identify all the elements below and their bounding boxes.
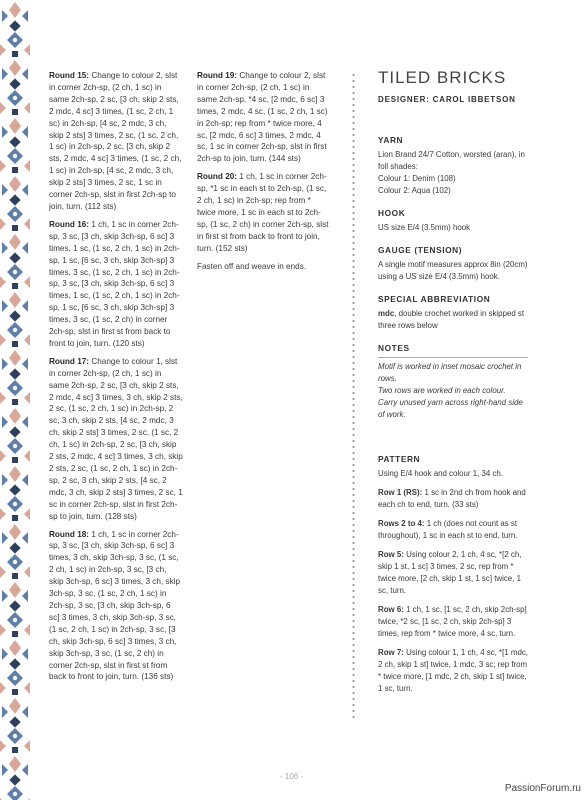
round-label: Round 17: [49, 356, 90, 366]
yarn-heading: YARN [378, 135, 404, 145]
notes-line: Carry unused yarn across right-hand side of work. [378, 398, 523, 419]
round-text: Change to colour 2, slst in corner 2ch-sp, (2 ch, 1 sc) in same 2ch-sp, *4 sc, [2 mdc, 6 sc] 3 times, 2 mdc, 4 sc, (1 sc, 2 ch, 1 sc) in 2ch-sp; rep from * twice more, 4 sc, [2 mdc, 6 sc] 3 times, 2 mdc, 4 sc, 1 sc in corner 2ch-sp, slst in first 2ch-sp to join, turn. (144 sts) [197, 71, 328, 164]
notes-heading: NOTES [378, 342, 528, 358]
row-text: Using colour 1, 1 ch, 4 sc, *[1 mdc, 2 ch, skip 1 st] twice, 1 mdc, 3 sc; rep from * twice more, [1 mdc, 2 ch, skip 1 st] twice, 1 sc, turn. [378, 648, 528, 693]
row-label: Row 5: [378, 550, 404, 559]
round-17-paragraph [49, 356, 183, 523]
round-20-paragraph [197, 171, 331, 254]
row-label: Rows 2 to 4: [378, 519, 425, 528]
gauge-heading: GAUGE (TENSION) [378, 245, 463, 255]
fasten-off-paragraph [197, 261, 331, 273]
round-label: Round 16: [49, 219, 90, 229]
pattern-info-column [378, 68, 528, 702]
round-label: Round 15: [49, 71, 90, 80]
row-text: 1 ch (does not count as st throughout), 1 sc in each st to end, turn. [378, 519, 518, 540]
round-15-paragraph [49, 70, 183, 213]
round-19-paragraph [197, 70, 331, 165]
pattern-intro: Using E/4 hook and colour 1, 34 ch. [378, 469, 504, 478]
row-text: 1 sc in 2nd ch from hook and each ch to end, turn. (33 sts) [378, 488, 526, 509]
abbreviation-heading: SPECIAL ABBREVIATION [378, 294, 491, 304]
site-watermark[interactable]: PassionForum.ru [504, 783, 581, 794]
pattern-row [378, 518, 528, 542]
row-label: Row 7: [378, 648, 404, 657]
gauge-text: A single motif measures approx 8in (20cm) using a US size E/4 (3.5mm) hook. [378, 260, 528, 281]
pattern-row [378, 647, 528, 695]
page-number: - 106 - [280, 772, 304, 781]
hook-heading: HOOK [378, 208, 406, 218]
abbreviation-definition: , double crochet worked in skipped st three rows below [378, 309, 525, 330]
round-text: 1 ch, 1 sc in corner 2ch-sp, 3 sc, [3 ch, skip 3ch-sp, 6 sc] 3 times, 1 sc, (1 sc, 2 ch, 1 sc) in 2ch-sp, 1 sc, [6 sc, 3 ch, skip 3ch-sp] 3 times, 3 sc, (1 sc, 2 ch, 1 sc) in 2ch-sp, 3 sc, [3 ch, skip 3ch-sp, 6 sc] 3 times, 1 sc, (1 sc, 2 ch, 1 sc) in 2ch-sp, 1 sc, [6 sc, 3 ch, skip 3ch-sp] 3 times, 3 sc, (1 sc, 2 ch) in corner 2ch-sp, slst in first st from back to front to join, turn. (120 sts) [49, 219, 180, 348]
round-18-paragraph [49, 529, 183, 684]
round-label: Round 20: [197, 172, 238, 182]
abbreviation-term: mdc [378, 309, 395, 318]
round-text: Fasten off and weave in ends. [197, 261, 307, 271]
left-instructions-column [49, 70, 183, 689]
row-text: Using colour 2, 1 ch, 4 sc, *[2 ch, skip 1 st, 1 sc] 3 times, 2 sc, rep from * twice more, [2 ch, skip 1 st, 1 sc] twice, 1 sc, turn. [378, 550, 522, 595]
round-label: Round 19: [197, 71, 238, 80]
row-label: Row 1 (RS): [378, 488, 423, 497]
pattern-row [378, 604, 528, 640]
round-text: Change to colour 1, slst in corner 2ch-sp, (2 ch, 1 sc) in same 2ch-sp, 2 sc, [3 ch, skip 2 sts, 2 mdc, 4 sc] 3 times, 3 ch, skip 2 sts, 2 sc, (1 sc, 2 ch, 1 sc) in 2ch-sp, 2 sc, 3 ch, skip 2 sts, [4 sc, 2 mdc, 3 ch, skip 2 sts] 3 times, 2 sc, (1 sc, 2 ch, 1 sc) in 2ch-sp, 2 sc, [3 ch, skip 2 sts, 2 mdc, 4 sc] 3 times, 3 ch, skip 2 sts, 2 sc, (1 sc, 2 ch, 1 sc) in 2ch-sp, 2 sc, 3 ch, skip 2 sts, [4 sc, 2 mdc, 3 ch, skip 2 sts] 3 times, 2 sc, 1 sc in corner 2ch-sp, slst in first 2ch-sp to join, turn. (128 sts) [49, 356, 183, 521]
row-label: Row 6: [378, 605, 404, 614]
round-label: Round 18: [49, 529, 90, 539]
notes-line: Two rows are worked in each colour. [378, 386, 506, 395]
round-text: 1 ch, 1 sc in corner 2ch-sp, *1 sc in each st to 2ch-sp, (1 sc, 2 ch, 1 sc) in 2ch-sp; rep from * twice more, 1 sc in each st to 2ch-sp, (1 sc, 2 ch) in corner 2ch-sp, slst in first st from back to front to join, turn. (152 sts) [197, 172, 329, 253]
abbreviation-text [378, 308, 528, 332]
round-text: Change to colour 2, slst in corner 2ch-sp, (2 ch, 1 sc) in same 2ch-sp, 2 sc, [3 ch, skip 2 sts, 2 mdc, 4 sc] 3 times, (1 sc, 2 ch, 1 sc) in 2ch-sp, [4 sc, 2 mdc, 3 ch, skip 2 sts] 3 times, 2 sc, (1 sc, 2 ch, 1 sc) in 2ch-sp, 2 sc, [3 ch, skip 2 sts, 2 mdc, 4 sc] 3 times, (1 sc, 2 ch, 1 sc) in 2ch-sp, [4 sc, 2 mdc, 3 ch, skip 2 sts] 3 times, 2 sc, 1 sc in corner 2ch-sp, slst in first 2ch-sp to join, turn. (112 sts) [49, 71, 182, 211]
pattern-heading: PATTERN [378, 454, 421, 464]
row-text: 1 ch, 1 sc, [1 sc, 2 ch, skip 2ch-sp] twice, *2 sc, [1 sc, 2 ch, skip 2ch-sp] 3 times, rep from * twice more, 4 sc, turn. [378, 605, 527, 638]
designer-credit: DESIGNER: CAROL IBBETSON [378, 95, 516, 104]
middle-instructions-column [197, 70, 331, 279]
yarn-line: Colour 1: Denim (108) [378, 174, 456, 183]
pattern-title: TILED BRICKS [378, 68, 507, 87]
yarn-line: Colour 2: Aqua (102) [378, 186, 451, 195]
pattern-row [378, 549, 528, 597]
notes-line: Motif is worked in inset mosaic crochet in rows. [378, 362, 522, 383]
hook-text: US size E/4 (3.5mm) hook [378, 223, 471, 232]
dotted-divider [352, 72, 355, 722]
mosaic-tile-border [0, 0, 30, 800]
round-text: 1 ch, 1 sc in corner 2ch-sp, 3 sc, [3 ch, skip 3ch-sp, 6 sc] 3 times, 3 ch, skip 3ch-sp, 3 sc, (1 sc, 2 ch, 1 sc) in 2ch-sp, 3 sc, [3 ch, skip 3ch-sp, 6 sc] 3 times, 3 ch, skip 3ch-sp, 3 sc, (1 sc, 2 ch, 1 sc) in 2ch-sp, 3 sc, [3 ch, skip 3ch-sp, 6 sc] 3 times, 3 ch, skip 3ch-sp, 3 sc, (1 sc, 2 ch, 1 sc) in 2ch-sp, 3 sc, [3 ch, skip 3ch-sp, 6 sc] 3 times, 3 ch, skip 3ch-sp, 3 sc, (1 sc, 2 ch) in corner 2ch-sp, slst in first st from back to front to join, turn. (136 sts) [49, 529, 181, 682]
yarn-line: Lion Brand 24/7 Cotton, worsted (aran), in foll shades: [378, 150, 525, 171]
pattern-row [378, 487, 528, 511]
round-16-paragraph [49, 219, 183, 350]
